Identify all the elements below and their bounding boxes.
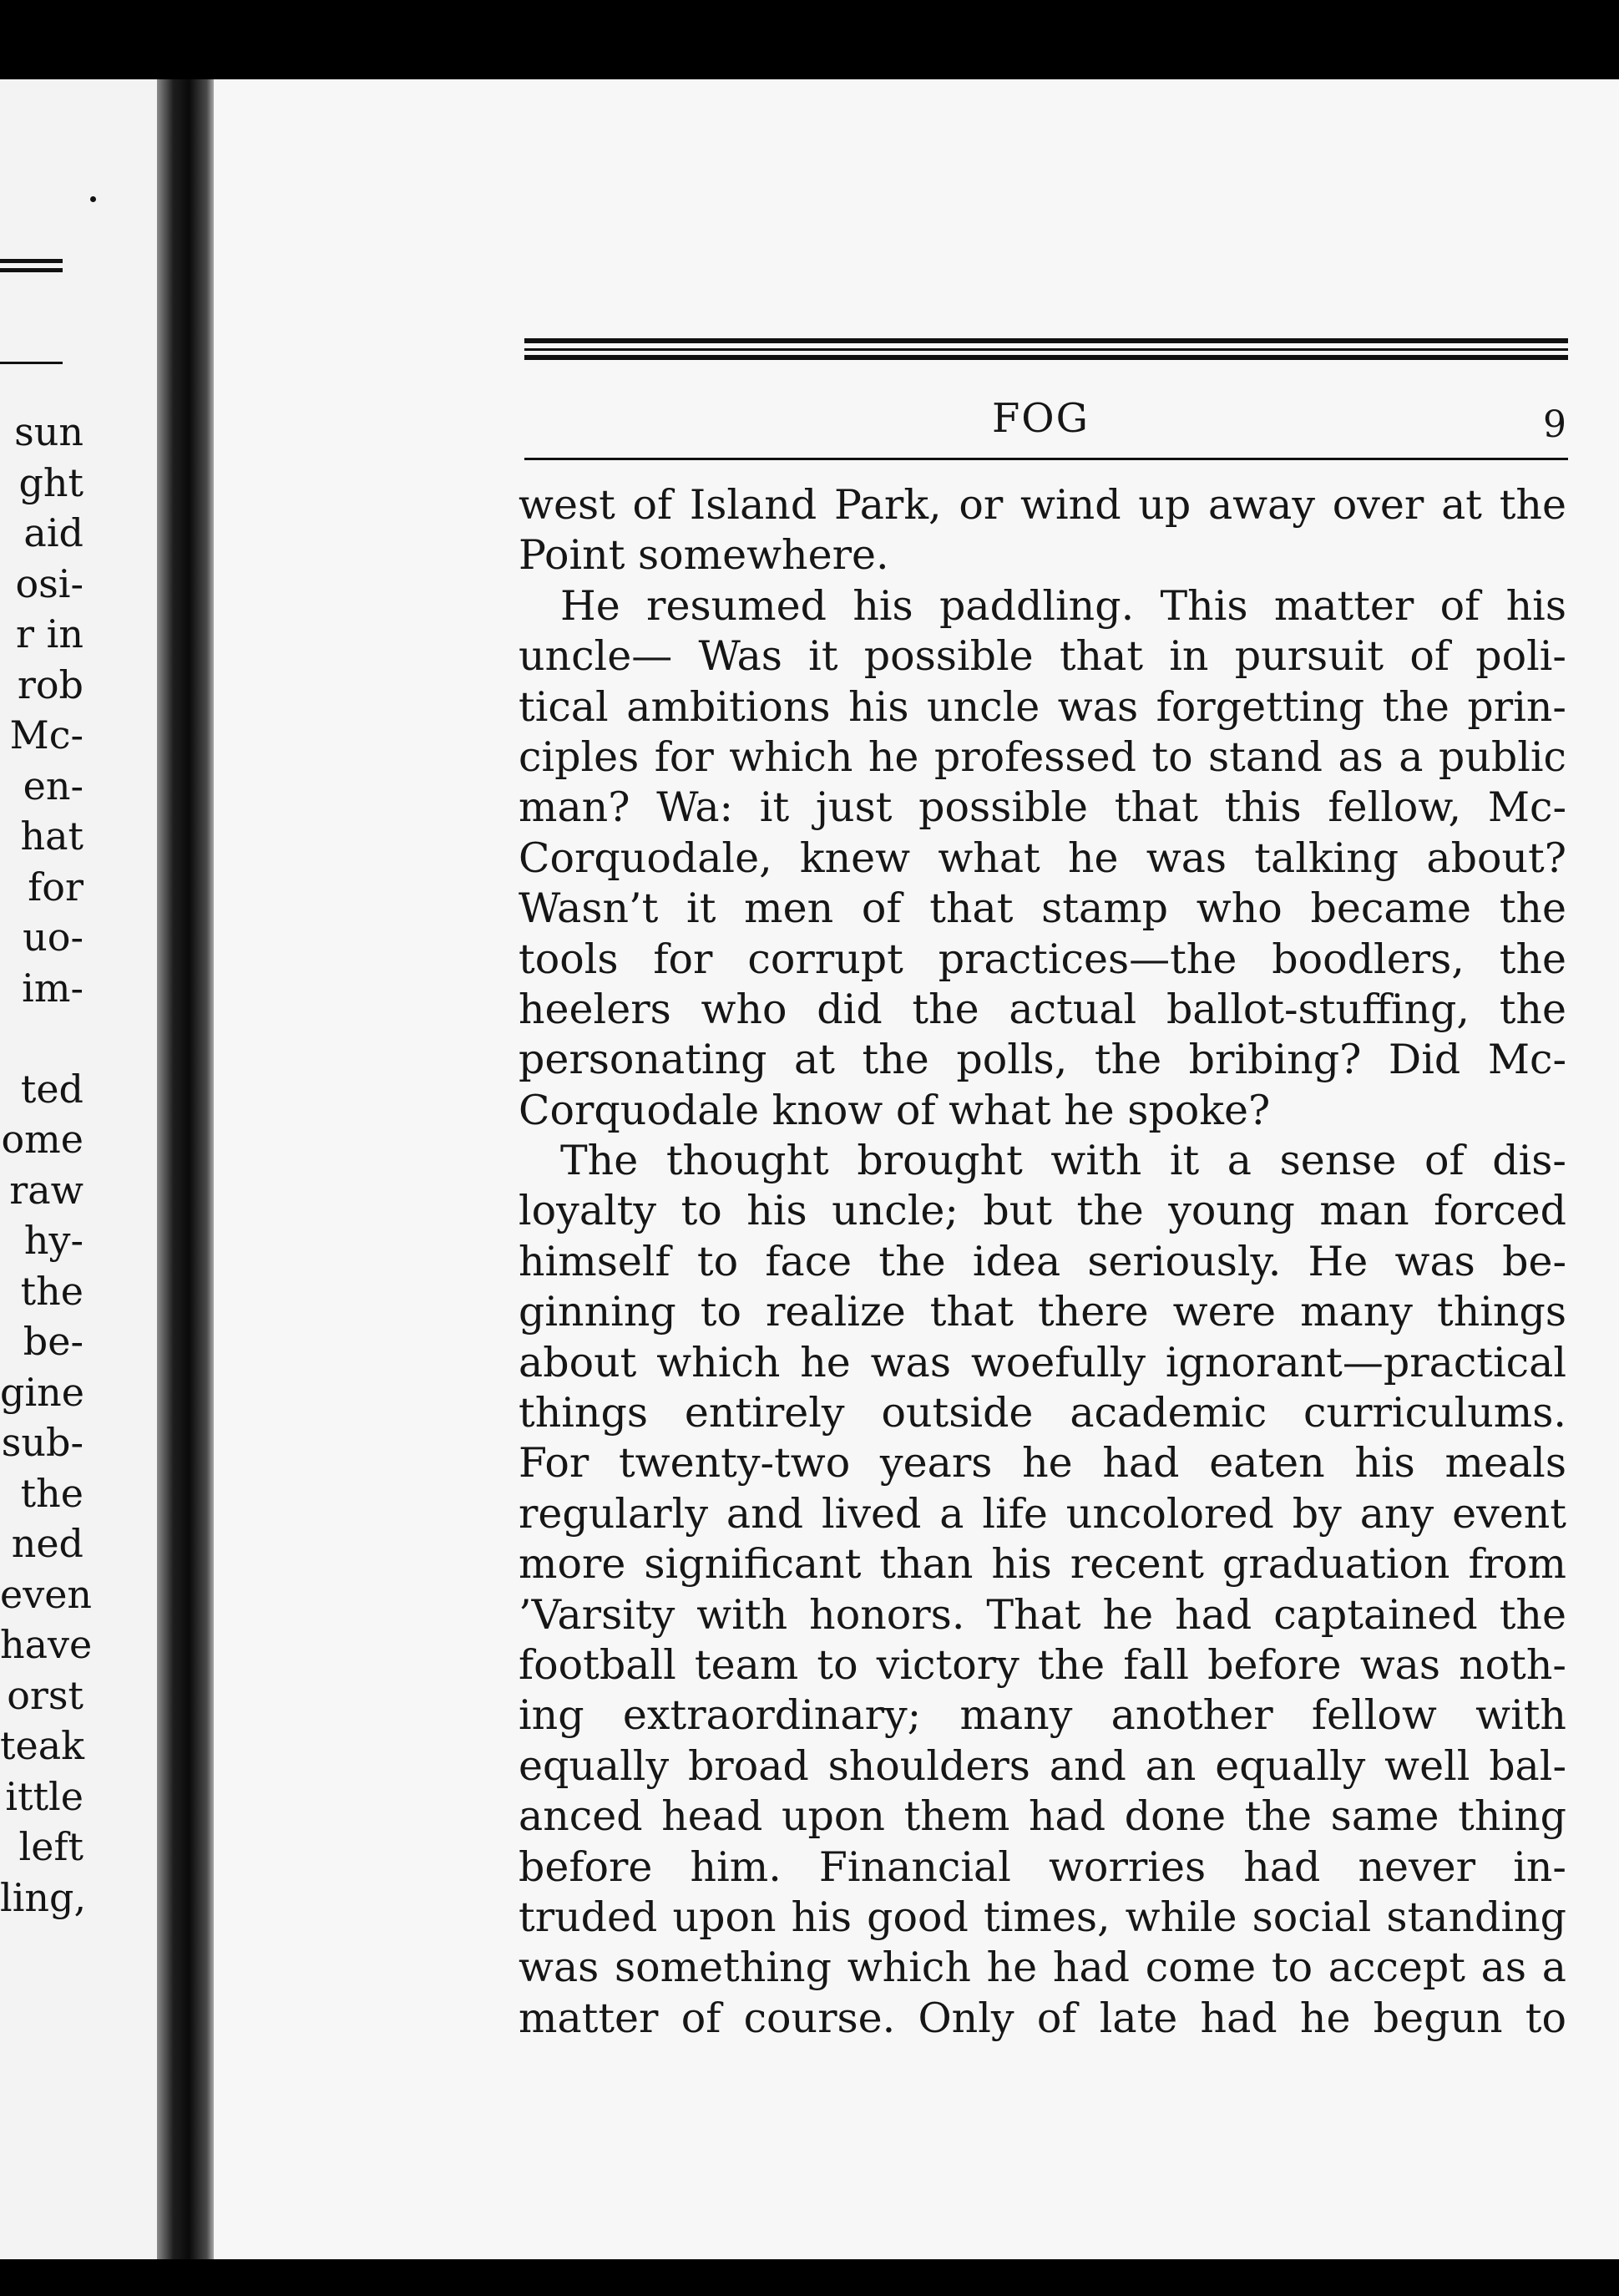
left-fragment-line: r in — [16, 611, 83, 656]
text-line: Corquodale know of what he spoke? — [519, 1086, 1271, 1134]
book-gutter-shadow — [157, 79, 215, 2259]
text-line: loyalty to his uncle; but the young man forced — [519, 1187, 1566, 1235]
text-line: anced head upon them had done the same thing — [519, 1792, 1566, 1841]
left-header-rule-bottom — [0, 268, 63, 272]
page-header — [524, 270, 1568, 479]
left-header-rule-thin — [0, 362, 63, 364]
text-line: ciples for which he professed to stand as a public — [519, 732, 1566, 781]
left-fragment-line: sun — [14, 409, 83, 454]
text-line: regularly and lived a life uncolored by any event — [519, 1489, 1566, 1538]
text-line: He resumed his paddling. This matter of his — [560, 581, 1566, 630]
left-fragment-line: the — [20, 1268, 83, 1314]
left-fragment-line: for — [28, 864, 83, 910]
text-line: things entirely outside academic curriculums. — [519, 1389, 1566, 1437]
text-line: tical ambitions his uncle was forgetting the prin- — [519, 682, 1566, 731]
text-line: uncle— Was it possible that in pursuit of poli- — [519, 632, 1566, 681]
left-page-text-fragments — [0, 407, 93, 1923]
header-underline — [524, 458, 1568, 460]
left-fragment-line: ght — [18, 459, 83, 505]
text-line: ’Varsity with honors. That he had captained the — [519, 1590, 1566, 1639]
left-fragment-line: the — [20, 1470, 83, 1516]
text-line: west of Island Park, or wind up away over at the — [519, 481, 1566, 529]
text-line: about which he was woefully ignorant—practical — [519, 1338, 1566, 1386]
left-fragment-gap — [0, 1013, 83, 1064]
text-line: before him. Financial worries had never in- — [519, 1842, 1566, 1891]
left-page — [0, 79, 171, 2259]
text-line: Wasn’t it men of that stamp who became the — [519, 884, 1566, 933]
left-fragment-line: ling, — [0, 1874, 87, 1920]
text-line: football team to victory the fall before was noth- — [519, 1640, 1566, 1689]
page-number: 9 — [1543, 403, 1566, 446]
left-fragment-line: orst — [7, 1672, 83, 1718]
left-fragment-line: osi- — [15, 560, 83, 606]
text-line: equally broad shoulders and an equally well bal- — [519, 1741, 1566, 1790]
text-line: Corquodale, knew what he was talking about? — [519, 834, 1566, 882]
left-fragment-line: hat — [20, 813, 83, 859]
left-fragment-line: aid — [23, 510, 83, 555]
left-fragment-line: raw — [9, 1167, 83, 1213]
text-line: more significant than his recent graduation from — [519, 1540, 1566, 1589]
left-header-rule-top — [0, 259, 63, 263]
header-rule-top — [524, 338, 1568, 343]
left-fragment-line: Mc- — [9, 712, 83, 758]
text-line: tools for corrupt practices—the boodlers, the — [519, 935, 1566, 983]
left-fragment-line: have — [0, 1622, 93, 1667]
left-fragment-line: hy- — [23, 1218, 83, 1263]
text-line: ginning to realize that there were many things — [519, 1288, 1566, 1336]
right-page — [214, 79, 1619, 2259]
text-line: ing extraordinary; many another fellow with — [519, 1691, 1566, 1740]
text-line: truded upon his good times, while social standing — [519, 1893, 1566, 1941]
left-fragment-line: uo- — [23, 915, 83, 960]
text-line: personating at the polls, the bribing? Did Mc- — [519, 1036, 1566, 1084]
text-line: For twenty-two years he had eaten his meals — [519, 1439, 1566, 1488]
text-line: matter of course. Only of late had he begun to — [519, 1994, 1566, 2042]
ink-dot — [90, 196, 96, 202]
text-line: was something which he had come to accept as a — [519, 1944, 1566, 1992]
text-line: Point somewhere. — [519, 531, 889, 580]
left-fragment-line: gine — [0, 1369, 85, 1415]
left-fragment-line: teak — [0, 1723, 85, 1768]
left-fragment-line: ted — [20, 1066, 83, 1112]
left-fragment-line: im- — [22, 965, 83, 1011]
left-fragment-line: sub- — [1, 1420, 83, 1465]
left-fragment-line: rob — [17, 661, 83, 707]
header-rule-middle — [524, 348, 1568, 351]
left-fragment-line: ittle — [5, 1773, 83, 1819]
text-line: man? Wa: it just possible that this fellow, Mc- — [519, 783, 1566, 832]
left-fragment-line: left — [18, 1824, 83, 1869]
left-fragment-line: even — [0, 1571, 93, 1617]
text-line: heelers who did the actual ballot-stuffing, the — [519, 985, 1566, 1033]
header-rule-bottom — [524, 355, 1568, 360]
left-fragment-line: ome — [1, 1117, 83, 1162]
body-text — [519, 480, 1566, 2044]
left-fragment-line: ned — [11, 1521, 83, 1566]
left-fragment-line: be- — [23, 1319, 83, 1364]
text-line: The thought brought with it a sense of dis- — [560, 1137, 1566, 1185]
text-line: himself to face the idea seriously. He was be- — [519, 1237, 1566, 1285]
running-title: FOG — [992, 395, 1090, 442]
left-fragment-line: en- — [23, 763, 83, 808]
